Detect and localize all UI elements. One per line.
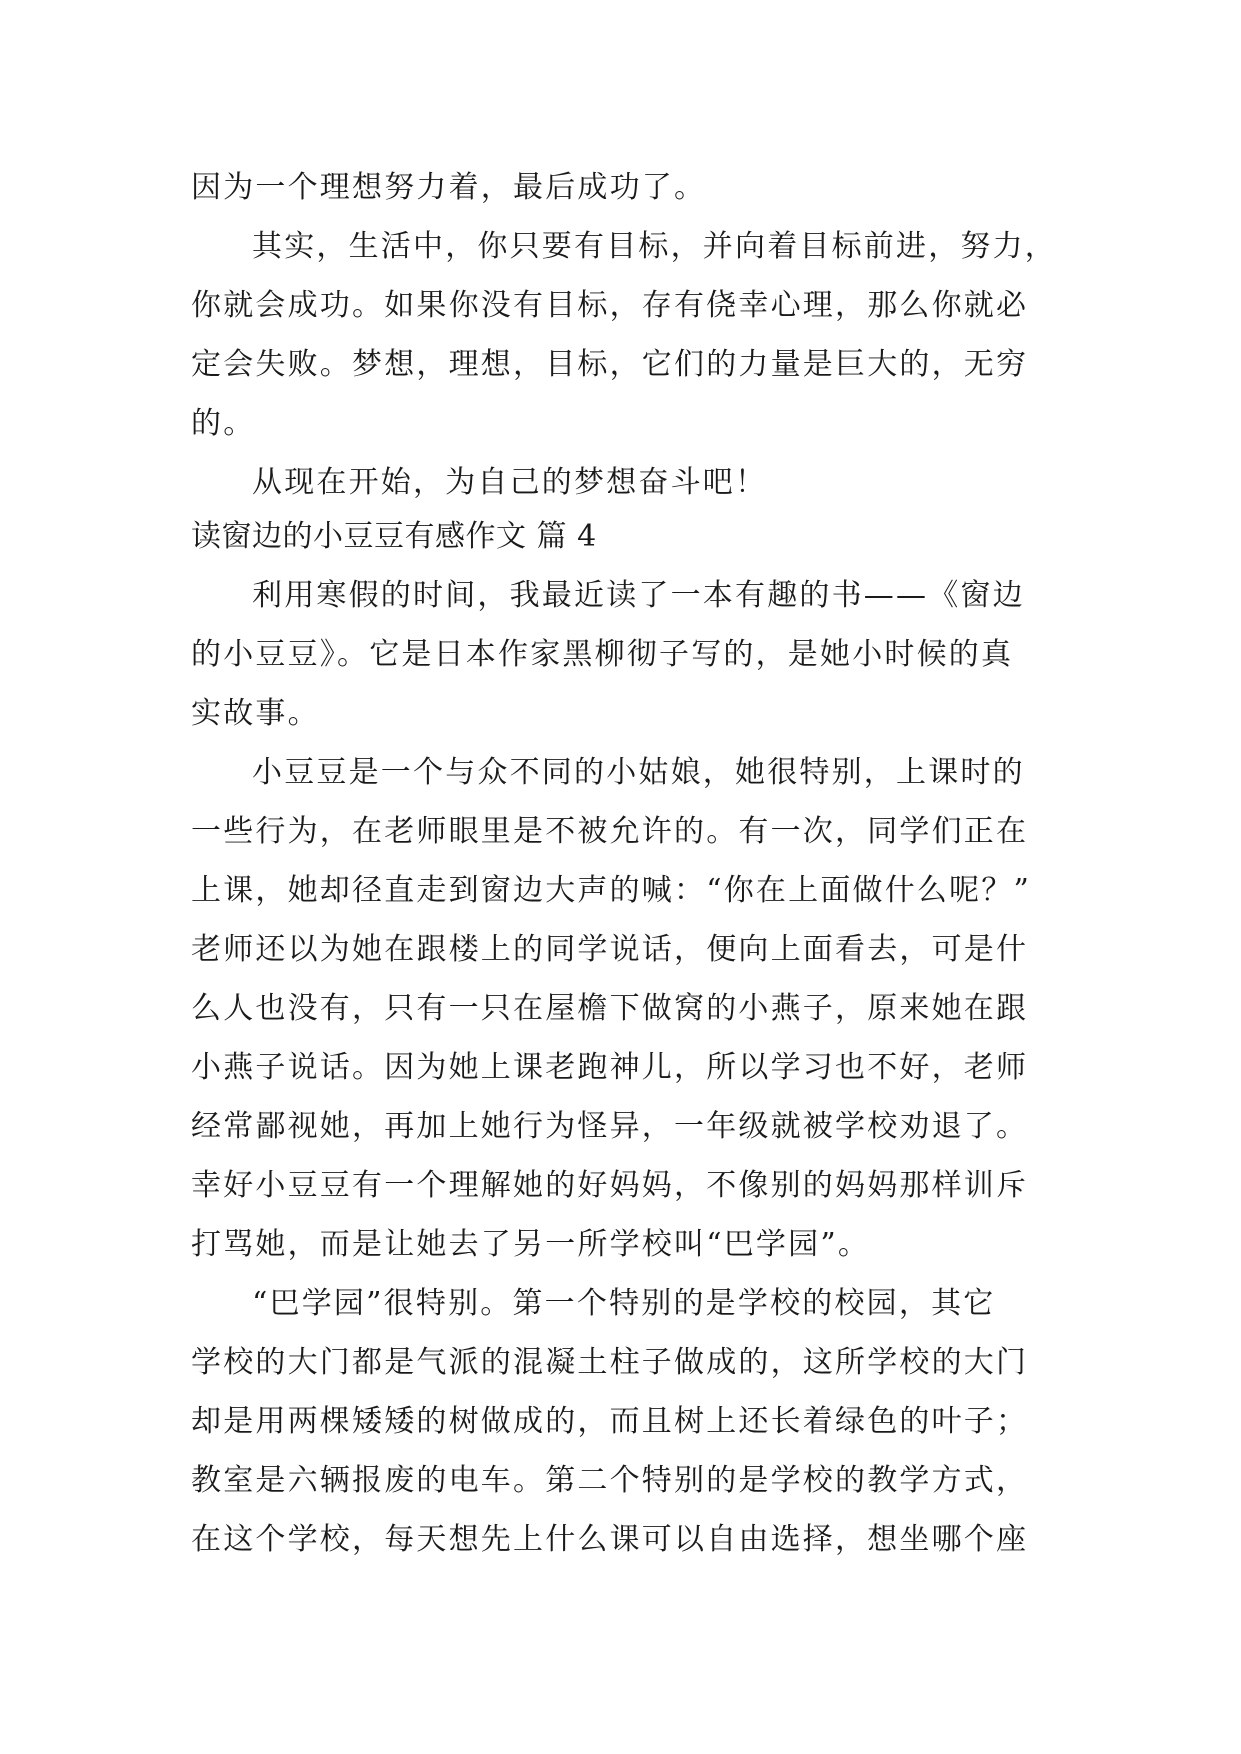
text-line: 幸好小豆豆有一个理解她的好妈妈，不像别的妈妈那样训斥	[191, 1168, 1029, 1203]
text-line: 一些行为，在老师眼里是不被允许的。有一次，同学们正在	[191, 814, 1029, 849]
text-line: 学校的大门都是气派的混凝土柱子做成的，这所学校的大门	[191, 1345, 1029, 1380]
text-line: 打骂她，而是让她去了另一所学校叫“巴学园”。	[191, 1227, 871, 1262]
text-line: 定会失败。梦想，理想，目标，它们的力量是巨大的，无穷	[191, 347, 1029, 382]
text-line: 在这个学校，每天想先上什么课可以自由选择，想坐哪个座	[191, 1522, 1029, 1557]
paragraph-start-line: 从现在开始，为自己的梦想奋斗吧！	[252, 465, 768, 500]
paragraph-start-line: 其实，生活中，你只要有目标，并向着目标前进，努力，	[252, 229, 1057, 264]
section-heading: 读窗边的小豆豆有感作文 篇 4	[191, 519, 597, 554]
text-line: 老师还以为她在跟楼上的同学说话，便向上面看去，可是什	[191, 932, 1029, 967]
text-line: 你就会成功。如果你没有目标，存有侥幸心理，那么你就必	[191, 288, 1029, 323]
text-line: 小燕子说话。因为她上课老跑神儿，所以学习也不好，老师	[191, 1050, 1029, 1085]
text-line: 上课，她却径直走到窗边大声的喊：“你在上面做什么呢？”	[191, 873, 1032, 908]
text-line: 的。	[191, 406, 256, 441]
text-line: 实故事。	[191, 696, 320, 731]
text-line: 的小豆豆》。它是日本作家黑柳彻子写的，是她小时候的真	[191, 637, 1014, 672]
text-line: 么人也没有，只有一只在屋檐下做窝的小燕子，原来她在跟	[191, 991, 1029, 1026]
text-line: 因为一个理想努力着，最后成功了。	[191, 170, 707, 205]
paragraph-start-line: 利用寒假的时间，我最近读了一本有趣的书——《窗边	[252, 578, 1025, 613]
paragraph-start-line: “巴学园”很特别。第一个特别的是学校的校园，其它	[252, 1286, 996, 1321]
text-line: 教室是六辆报废的电车。第二个特别的是学校的教学方式，	[191, 1463, 1029, 1498]
paragraph-start-line: 小豆豆是一个与众不同的小姑娘，她很特别，上课时的	[252, 755, 1025, 790]
text-line: 却是用两棵矮矮的树做成的，而且树上还长着绿色的叶子；	[191, 1404, 1029, 1439]
text-line: 经常鄙视她，再加上她行为怪异，一年级就被学校劝退了。	[191, 1109, 1029, 1144]
